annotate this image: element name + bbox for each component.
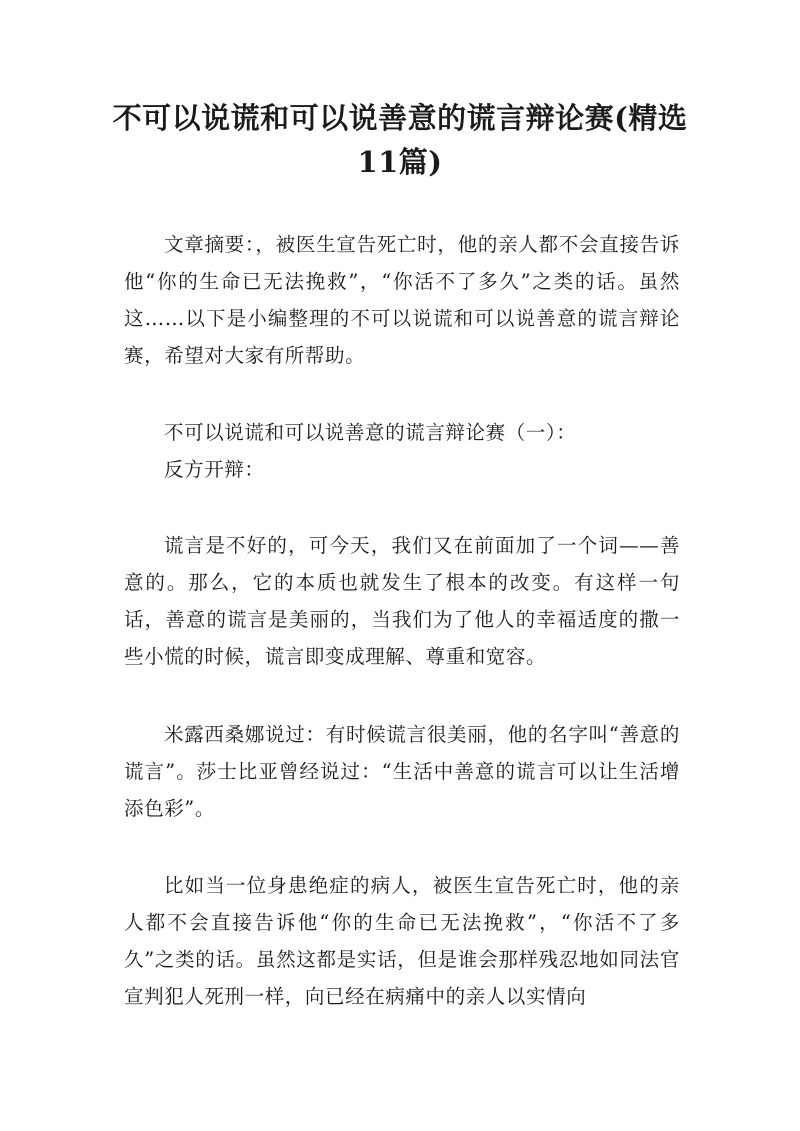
abstract-paragraph: 文章摘要：，被医生宣告死亡时，他的亲人都不会直接告诉他“你的生命已无法挽救”，“你活不了多久”之类的话。虽然这……以下是小编整理的不可以说谎和可以说善意的谎言辩论赛，希望对大家有所帮助。 [124,233,680,367]
body-paragraph: 比如当一位身患绝症的病人，被医生宣告死亡时，他的亲人都不会直接告诉他“你的生命已无法挽救”，“你活不了多久”之类的话。虽然这都是实话，但是谁会那样残忍地如同法官宣判犯人死刑一样，向已经在病痛中的亲人以实情向 [124,874,680,1008]
document-title: 不可以说谎和可以说善意的谎言辩论赛(精选11篇) [112,101,688,179]
speaker-label: 反方开辩： [164,458,265,481]
body-paragraph: 谎言是不好的，可今天，我们又在前面加了一个词——善意的。那么，它的本质也就发生了根本的改变。有这样一句话，善意的谎言是美丽的，当我们为了他人的幸福适度的撒一些小慌的时候，谎言即变成理解、尊重和宽容。 [124,534,680,668]
body-paragraph: 米露西桑娜说过：有时候谎言很美丽，他的名字叫“善意的谎言”。莎士比亚曾经说过：“生活中善意的谎言可以让生活增添色彩”。 [124,723,680,820]
section-heading: 不可以说谎和可以说善意的谎言辩论赛（一）： [164,421,577,444]
